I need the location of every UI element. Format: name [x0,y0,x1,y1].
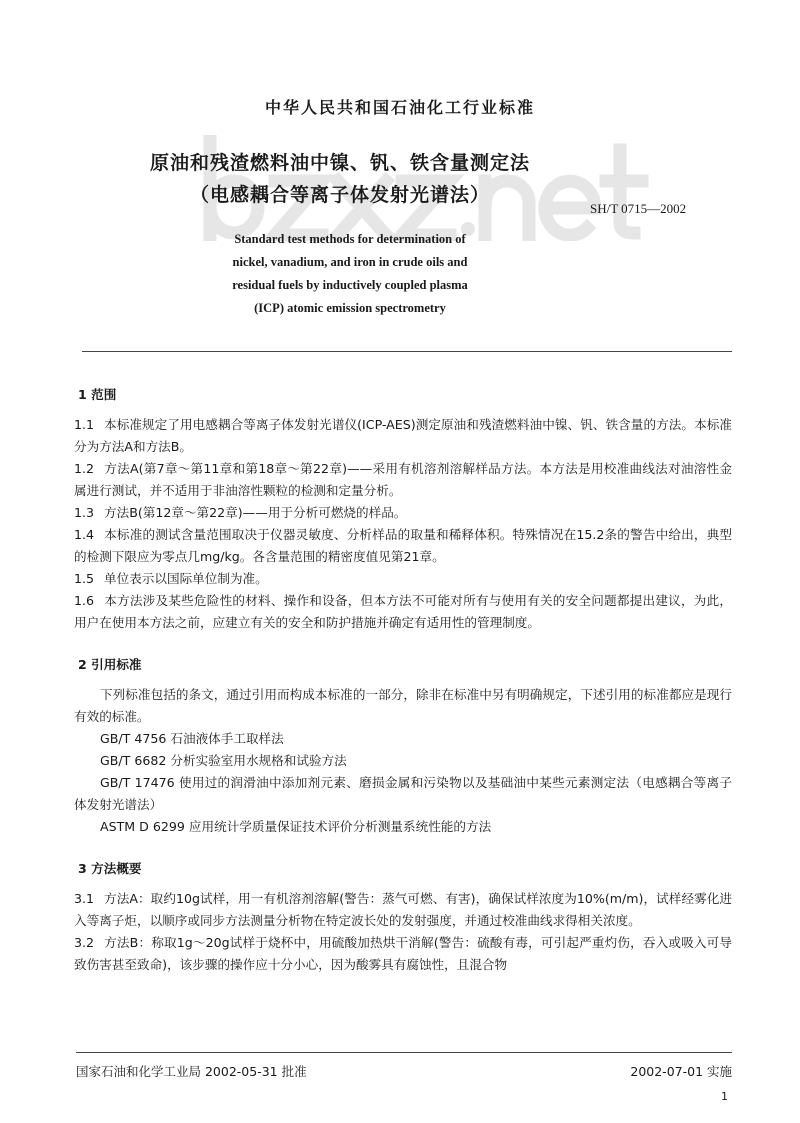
document-body [74,384,732,976]
section-heading: 3 方法概要 [78,861,142,876]
clause: 1.3 方法B(第12章～第22章)——用于分析可燃烧的样品。 [74,505,407,520]
title-line-2: （电感耦合等离子体发射光谱法） [189,184,490,206]
page-number: 1 [721,1090,728,1103]
english-title-line: Standard test methods for determination of [234,232,466,246]
clause: 3.1 方法A：取约10g试样，用一有机溶剂溶解(警告：蒸气可燃、有害)，确保试样浓度为10%(m/m)，试样经雾化进入等离子炬，以顺序或同步方法测量分析物在特定波长处的发射强度，并通过校准曲线求得相关浓度。 [74,891,732,928]
issuing-body: 中华人民共和国石油化工行业标准 [264,98,535,117]
title-line-1: 原油和残渣燃料油中镍、钒、铁含量测定法 [149,152,530,174]
reference-item: GB/T 6682 分析实验室用水规格和试验方法 [100,753,347,768]
section-heading: 1 范围 [78,387,117,402]
english-title [150,228,550,320]
implementation-date: 2002-07-01 实施 [630,1064,732,1079]
reference-item: GB/T 17476 使用过的润滑油中添加剂元素、磨损金属和污染物以及基础油中某些元素测定法（电感耦合等离子体发射光谱法） [74,775,732,812]
clause: 3.2 方法B：称取1g～20g试样于烧杯中，用硫酸加热烘干消解(警告：硫酸有毒，可引起严重灼伤，吞入或吸入可导致伤害甚至致命)，该步骤的操作应十分小心，因为酸雾具有腐蚀性，且混合物 [74,935,732,972]
english-title-line: residual fuels by inductively coupled plasma [232,278,468,292]
reference-item: ASTM D 6299 应用统计学质量保证技术评价分析测量系统性能的方法 [100,819,492,834]
footer-divider [76,1052,732,1053]
english-title-line: (ICP) atomic emission spectrometry [254,301,446,315]
standard-code: SH/T 0715—2002 [590,201,687,216]
paragraph: 下列标准包括的条文，通过引用而构成本标准的一部分，除非在标准中另有明确规定，下述引用的标准都应是现行有效的标准。 [74,687,732,724]
approval-date: 国家石油和化学工业局 2002-05-31 批准 [76,1064,307,1079]
clause: 1.4 本标准的测试含量范围取决于仪器灵敏度、分析样品的取量和稀释体积。特殊情况在15.2条的警告中给出，典型的检测下限应为零点几mg/kg。各含量范围的精密度值见第21章。 [74,527,732,564]
header-divider [82,351,732,352]
clause: 1.6 本方法涉及某些危险性的材料、操作和设备，但本方法不可能对所有与使用有关的安全问题都提出建议，为此，用户在使用本方法之前，应建立有关的安全和防护措施并确定有适用性的管理制度。 [74,593,732,630]
english-title-line: nickel, vanadium, and iron in crude oils and [232,255,468,269]
section-heading: 2 引用标准 [78,657,142,672]
reference-item: GB/T 4756 石油液体手工取样法 [100,731,284,746]
clause: 1.1 本标准规定了用电感耦合等离子体发射光谱仪(ICP-AES)测定原油和残渣燃料油中镍、钒、铁含量的方法。本标准分为方法A和方法B。 [74,417,732,454]
clause: 1.2 方法A(第7章～第11章和第18章～第22章)——采用有机溶剂溶解样品方法。本方法是用校准曲线法对油溶性金属进行测试，并不适用于非油溶性颗粒的检测和定量分析。 [74,461,732,498]
clause: 1.5 单位表示以国际单位制为准。 [74,571,268,586]
